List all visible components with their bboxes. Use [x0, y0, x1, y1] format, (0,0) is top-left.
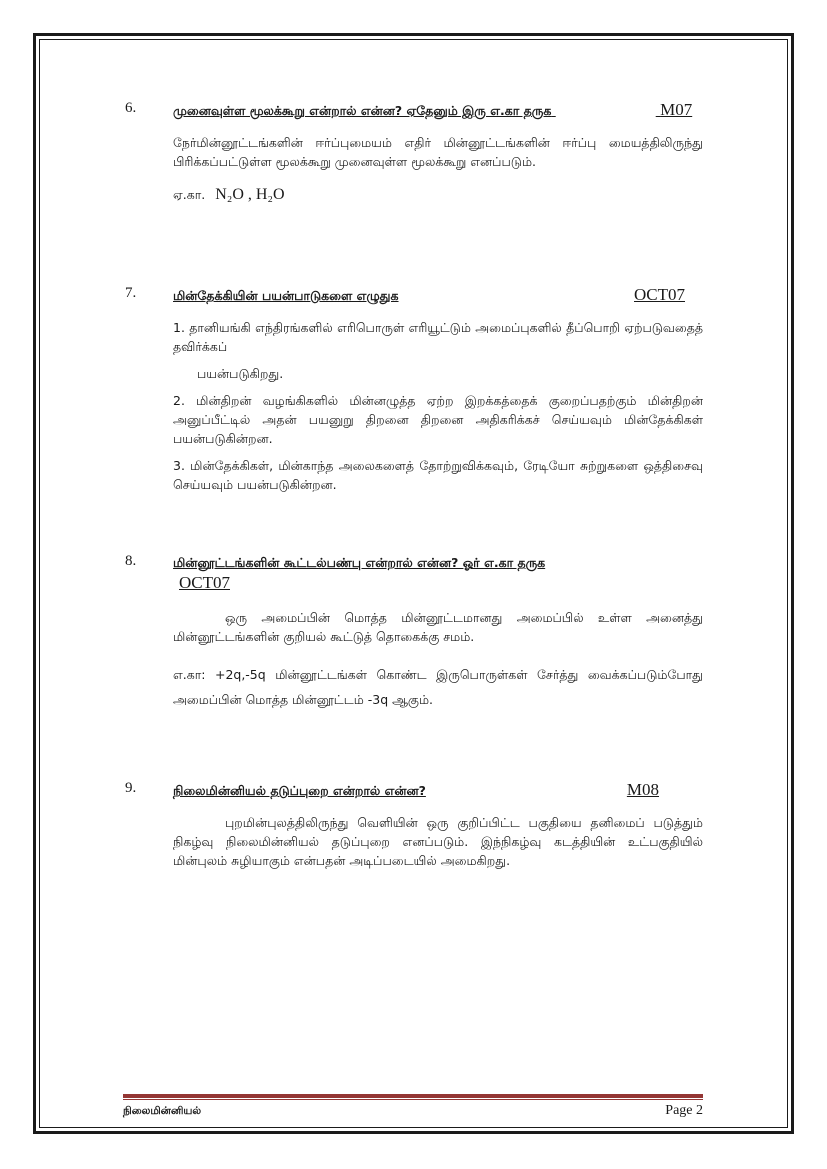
footer-rule-thin	[123, 1099, 703, 1100]
question-title: மின்தேக்கியின் பயன்பாடுகளை எழுதுக OCT07	[173, 285, 685, 304]
example-line	[173, 185, 703, 204]
question-number: 7.	[125, 285, 137, 301]
exam-code: M07	[660, 100, 693, 119]
answer-item: 3. மின்தேக்கிகள், மின்காந்த அலைகளைத் தோற்றுவிக்கவும், ரேடியோ சுற்றுகளை ஒத்திசைவு செய்யவும் பயன்படுகின்றன.	[173, 458, 703, 492]
example-formula: N₂O , H₂O	[215, 186, 285, 203]
exam-code: M08	[626, 780, 659, 799]
question-number: 8.	[125, 553, 137, 569]
answer-paragraph: நேர்மின்னூட்டங்களின் ஈர்ப்புமையம் எதிர் மின்னூட்டங்களின் ஈர்ப்பு மையத்திலிருந்து பிரிக்கப்பட்டுள்ள மூலக்கூறு முனைவுள்ள மூலக்கூறு எனப்படும்.	[173, 135, 703, 169]
question-number: 6.	[125, 100, 137, 116]
answer-example: எ.கா: +2q,-5q மின்னூட்டங்கள் கொண்ட இருபொருள்கள் சேர்த்து வைக்கப்படும்போது அமைப்பின் மொத்த மின்னூட்டம் -3q ஆகும்.	[173, 667, 703, 707]
footer-chapter-title: நிலைமின்னியல்	[123, 1105, 202, 1117]
answer-item: 2. மின்திறன் வழங்கிகளில் மின்னழுத்த ஏற்ற இறக்கத்தைக் குறைப்பதற்கும் மின்திறன் அனுப்பீட்டில் அதன் பயனுறு திறனை திறனை அதிகரிக்கச் செய்யவும் மின்தேக்கிகள் பயன்படுகின்றன.	[173, 393, 703, 446]
exam-code: OCT07	[179, 573, 230, 592]
question-title: நிலைமின்னியல் தடுப்புறை என்றால் என்ன? M08	[173, 780, 659, 799]
page-number: Page 2	[665, 1103, 703, 1118]
answer-item: பயன்படுகிறது.	[197, 366, 284, 381]
question-title: மின்னூட்டங்களின் கூட்டல்பண்பு என்றால் என்ன? ஓர் எ.கா தருக OCT07	[173, 555, 546, 592]
answer-paragraph: புறமின்புலத்திலிருந்து வெளியின் ஒரு குறிப்பிட்ட பகுதியை தனிமைப் படுத்தும் நிகழ்வு நிலைமின்னியல் தடுப்புறை எனப்படும். இந்நிகழ்வு கடத்தியின் உட்பகுதியில் மின்புலம் சுழியாகும் என்பதன் அடிப்படையில் அமைகிறது.	[173, 815, 703, 868]
answer-item: 1. தானியங்கி எந்திரங்களில் எரிபொருள் எரியூட்டும் அமைப்புகளில் தீப்பொறி ஏற்படுவதைத் தவிர்க்கப்	[173, 320, 703, 354]
exam-code: OCT07	[634, 285, 685, 304]
example-label: ஏ.கா.	[173, 187, 206, 202]
footer-rule	[123, 1094, 703, 1098]
question-title: முனைவுள்ள மூலக்கூறு என்றால் என்ன? ஏதேனும் இரு எ.கா தருக M07	[173, 100, 693, 119]
answer-paragraph: ஒரு அமைப்பின் மொத்த மின்னூட்டமானது அமைப்பில் உள்ள அனைத்து மின்னூட்டங்களின் குறியல் கூட்டுத் தொகைக்கு சமம்.	[173, 610, 703, 644]
question-number: 9.	[125, 780, 137, 796]
